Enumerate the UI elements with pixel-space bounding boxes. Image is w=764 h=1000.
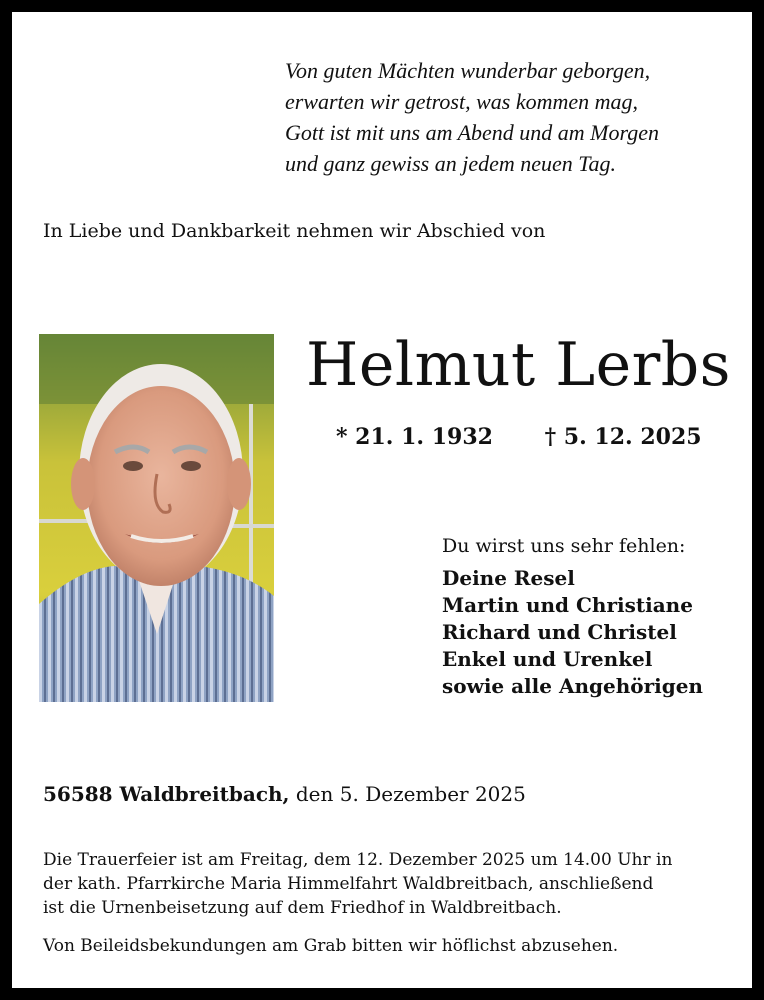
service-info (43, 848, 743, 920)
poem-line: erwarten wir getrost, was kommen mag, (285, 89, 639, 114)
poem (285, 55, 745, 179)
notice-date: den 5. Dezember 2025 (295, 782, 526, 806)
intro-text: In Liebe und Dankbarkeit nehmen wir Abschied von (43, 220, 546, 242)
poem-line: Gott ist mit uns am Abend und am Morgen (285, 120, 659, 145)
death-date: † 5. 12. 2025 (544, 424, 702, 450)
mourner-name: Deine Resel (442, 566, 575, 590)
poem-line: Von guten Mächten wunderbar geborgen, (285, 58, 651, 83)
service-line: der kath. Pfarrkirche Maria Himmelfahrt Waldbreitbach, anschließend (43, 874, 654, 894)
service-line: Die Trauerfeier ist am Freitag, dem 12. Dezember 2025 um 14.00 Uhr in (43, 850, 673, 870)
mourner-name: Enkel und Urenkel (442, 647, 653, 671)
mourner-name: sowie alle Angehörigen (442, 674, 703, 698)
portrait-photo (39, 334, 274, 702)
birth-date: * 21. 1. 1932 (336, 424, 493, 450)
mourners-block (442, 535, 703, 700)
poem-line: und ganz gewiss an jedem neuen Tag. (285, 151, 617, 176)
mourner-name: Martin und Christiane (442, 593, 693, 617)
closing-note: Von Beileidsbekundungen am Grab bitten wir höflichst abzusehen. (43, 936, 619, 956)
mourners-lead: Du wirst uns sehr fehlen: (442, 535, 686, 557)
service-line: ist die Urnenbeisetzung auf dem Friedhof in Waldbreitbach. (43, 898, 562, 918)
place-location: 56588 Waldbreitbach, (43, 782, 290, 806)
deceased-name: Helmut Lerbs (306, 330, 731, 400)
life-dates (336, 424, 702, 450)
mourner-name: Richard und Christel (442, 620, 677, 644)
place-and-date (43, 782, 526, 806)
obituary-notice (12, 12, 752, 988)
